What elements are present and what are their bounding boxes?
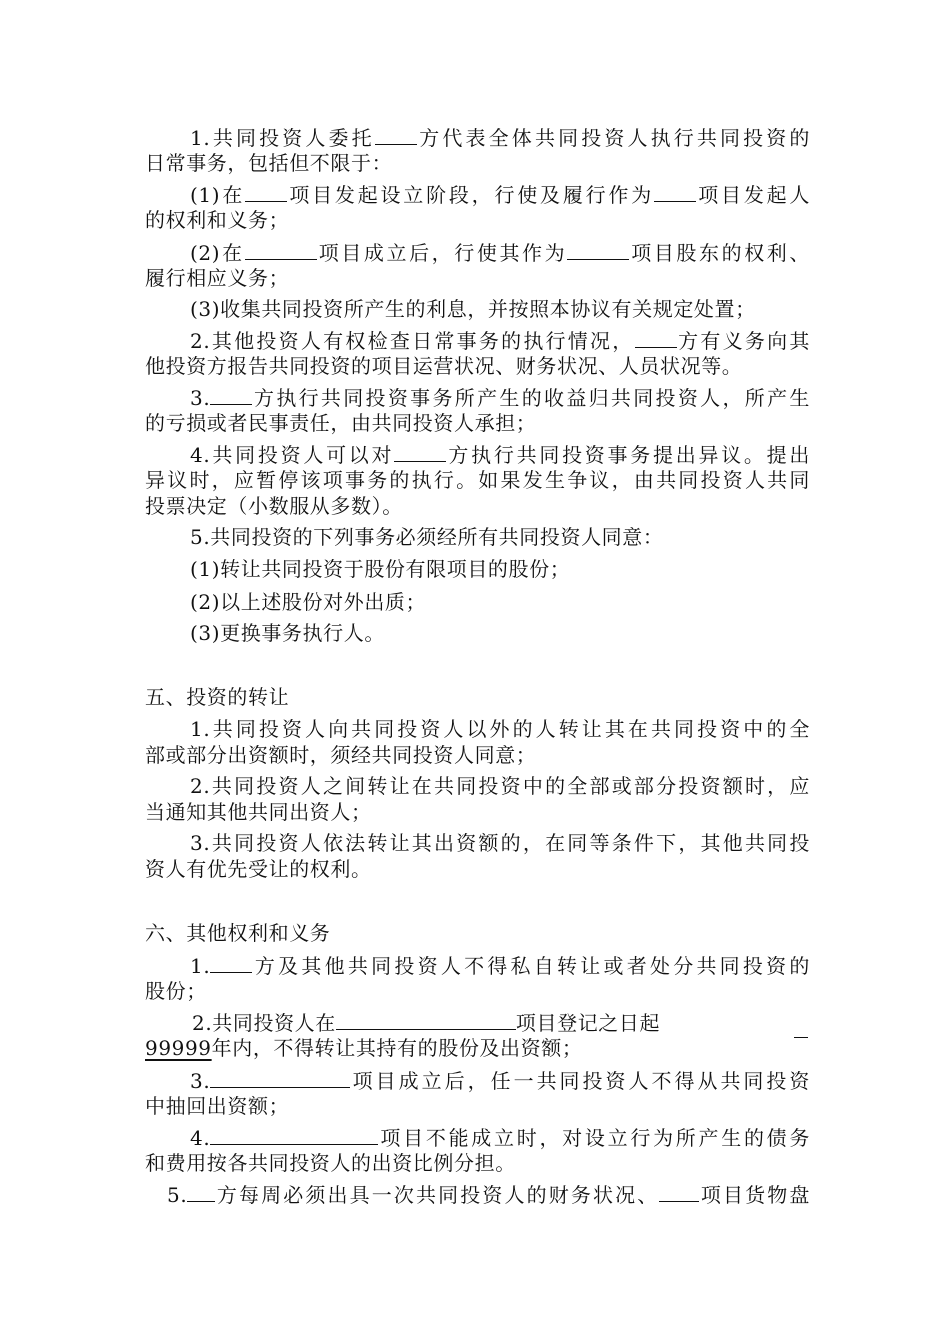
s6-item-2-line-2 bbox=[145, 1035, 810, 1061]
text: 1.共同投资人委托 bbox=[190, 126, 375, 150]
years-value: 99999 bbox=[145, 1036, 212, 1060]
text: 项目成立后，行使其作为 bbox=[316, 241, 568, 265]
text: 4.共同投资人可以对 bbox=[190, 443, 395, 467]
item-1-line-1 bbox=[145, 124, 810, 150]
item-2-line-2: 他投资方报告共同投资的项目运营状况、财务状况、人员状况等。 bbox=[145, 354, 743, 378]
item-3-line-1 bbox=[145, 384, 810, 410]
text: 项目货物盘 bbox=[699, 1183, 811, 1207]
blank-field bbox=[567, 239, 629, 260]
s6-item-4-line-1 bbox=[145, 1124, 810, 1150]
blank-field bbox=[654, 181, 696, 202]
item-4-line-3: 投票决定（小数服从多数）。 bbox=[145, 494, 403, 518]
blank-field bbox=[210, 1124, 378, 1145]
blank-field bbox=[210, 1067, 350, 1088]
s5-item-1-line-2: 部或部分出资额时，须经共同投资人同意； bbox=[145, 743, 537, 767]
blank-field bbox=[245, 239, 317, 260]
text: 3. bbox=[190, 1069, 211, 1093]
item-5-sub-2: (2)以上述股份对外出质； bbox=[190, 590, 427, 614]
blank-field bbox=[375, 124, 417, 145]
text: 项目股东的权利、 bbox=[629, 241, 810, 265]
s5-item-2-line-2: 当通知其他共同出资人； bbox=[145, 800, 372, 824]
text: 项目登记之日起 bbox=[515, 1011, 661, 1035]
s6-item-5-line-1 bbox=[167, 1181, 810, 1207]
s6-item-2-line-1 bbox=[145, 1009, 752, 1035]
blank-field bbox=[336, 1009, 516, 1030]
sub-1-line-1 bbox=[145, 181, 810, 207]
sub-3-line: (3)收集共同投资所产生的利息，并按照本协议有关规定处置； bbox=[190, 297, 756, 321]
s5-item-1-line-1: 1.共同投资人向共同投资人以外的人转让其在共同投资中的全 bbox=[190, 717, 810, 741]
text: 4. bbox=[190, 1126, 211, 1150]
section-5-heading: 五、投资的转让 bbox=[145, 685, 290, 709]
item-3-line-2: 的亏损或者民事责任，由共同投资人承担； bbox=[145, 411, 537, 435]
item-2-line-1 bbox=[145, 327, 810, 353]
blank-field bbox=[394, 441, 446, 462]
text: 方代表全体共同投资人执行共同投资的 bbox=[416, 126, 811, 150]
s5-item-2-line-1: 2.共同投资人之间转让在共同投资中的全部或部分投资额时，应 bbox=[190, 774, 810, 798]
text: 5. bbox=[167, 1183, 188, 1207]
text: 3. bbox=[190, 386, 211, 410]
blank-field bbox=[659, 1181, 699, 1202]
s6-item-3-line-1 bbox=[145, 1067, 810, 1093]
text: 方及其他共同投资人不得私自转让或者处分共同投资的 bbox=[252, 954, 810, 978]
s6-item-4-line-2: 和费用按各共同投资人的出资比例分担。 bbox=[145, 1151, 516, 1175]
s5-item-3-line-1: 3.共同投资人依法转让其出资额的，在同等条件下，其他共同投 bbox=[190, 831, 810, 855]
item-5-sub-1: (1)转让共同投资于股份有限项目的股份； bbox=[190, 557, 571, 581]
item-5-sub-3: (3)更换事务执行人。 bbox=[190, 621, 385, 645]
text: 年内，不得转让其持有的股份及出资额； bbox=[211, 1036, 583, 1060]
item-4-line-1 bbox=[145, 441, 810, 467]
text: 2.共同投资人在 bbox=[192, 1011, 336, 1035]
sub-2-line-2: 履行相应义务； bbox=[145, 266, 290, 290]
text: 方有义务向其 bbox=[676, 329, 810, 353]
text: 项目不能成立时，对设立行为所产生的债务 bbox=[378, 1126, 810, 1150]
s6-item-3-line-2: 中抽回出资额； bbox=[145, 1094, 290, 1118]
text: 项目发起人 bbox=[696, 183, 811, 207]
blank-field bbox=[210, 384, 252, 405]
s5-item-3-line-2: 资人有优先受让的权利。 bbox=[145, 857, 372, 881]
text: (1)在 bbox=[190, 183, 246, 207]
section-6-heading: 六、其他权利和义务 bbox=[145, 921, 331, 945]
s6-item-1-line-1 bbox=[145, 952, 810, 978]
text: 方执行共同投资事务提出异议。提出 bbox=[446, 443, 810, 467]
blank-field bbox=[187, 1181, 215, 1202]
s6-item-1-line-2: 股份； bbox=[145, 979, 207, 1003]
item-1-line-2: 日常事务，包括但不限于： bbox=[145, 151, 393, 175]
item-4-line-2: 异议时，应暂停该项事务的执行。如果发生争议，由共同投资人共同 bbox=[145, 468, 810, 492]
blank-field bbox=[245, 181, 287, 202]
text: 方执行共同投资事务所产生的收益归共同投资人，所产生 bbox=[252, 386, 810, 410]
item-5-line: 5.共同投资的下列事务必须经所有共同投资人同意： bbox=[190, 525, 664, 549]
text: 方每周必须出具一次共同投资人的财务状况、 bbox=[215, 1183, 660, 1207]
blank-field bbox=[210, 952, 252, 973]
text: 1. bbox=[190, 954, 211, 978]
text: 2.其他投资人有权检查日常事务的执行情况， bbox=[190, 329, 635, 353]
blank-field bbox=[635, 327, 677, 348]
text: 项目成立后，任一共同投资人不得从共同投资 bbox=[350, 1069, 810, 1093]
text: 项目发起设立阶段，行使及履行作为 bbox=[287, 183, 655, 207]
sub-1-line-2: 的权利和义务； bbox=[145, 208, 290, 232]
sub-2-line-1 bbox=[145, 239, 810, 265]
text: (2)在 bbox=[190, 241, 245, 265]
